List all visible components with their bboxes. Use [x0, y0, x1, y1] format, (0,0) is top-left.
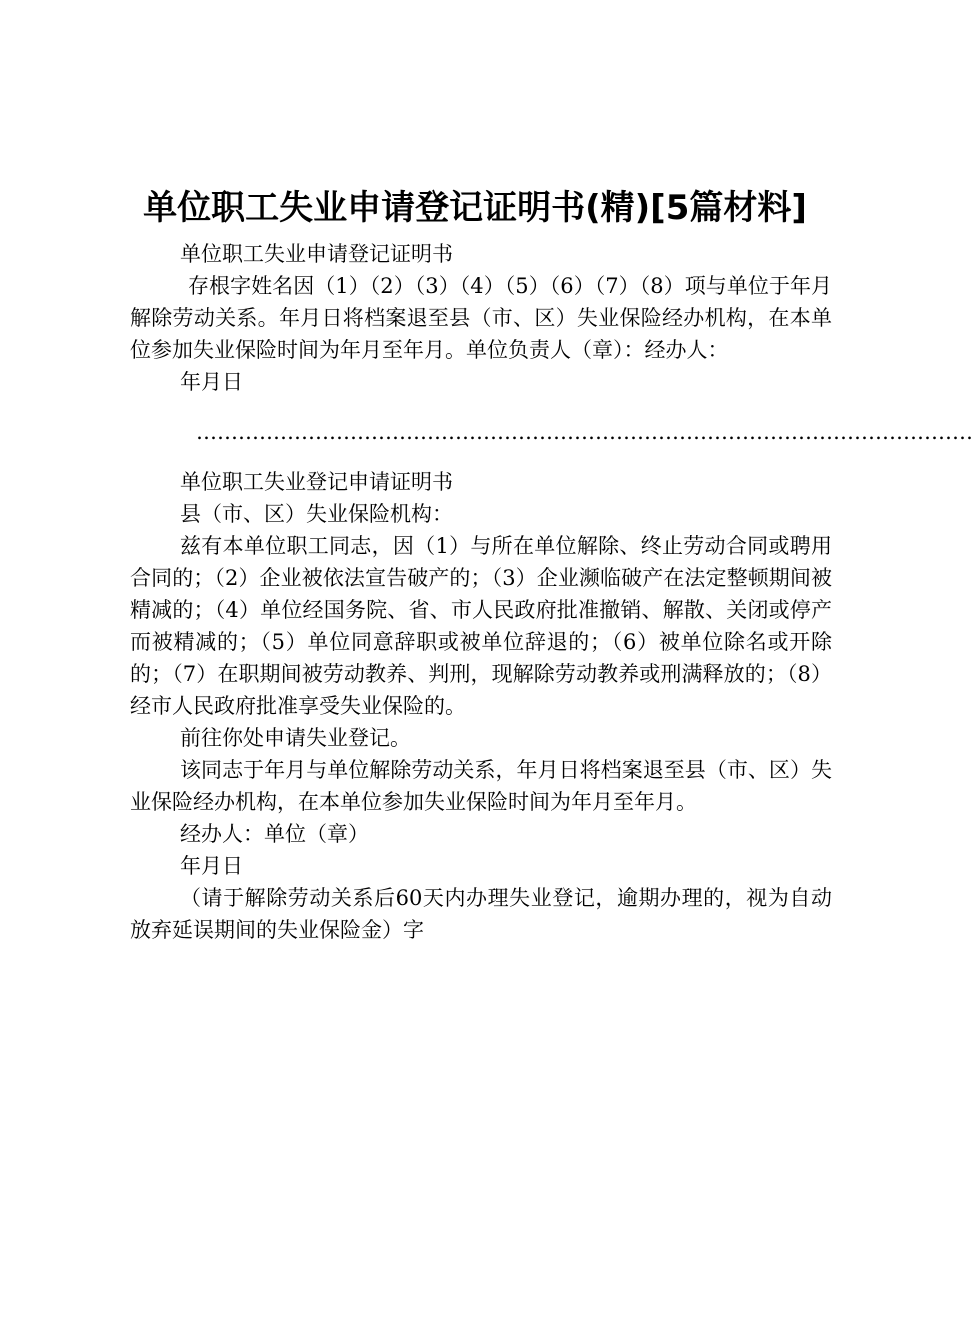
certificate-date: 年月日 [180, 854, 243, 878]
certificate-reasons: 兹有本单位职工同志，因（1）与所在单位解除、终止劳动合同或聘用合同的；（2）企业被依法宣告破产的；（3）企业濒临破产在法定整顿期间被精减的；（4）单位经国务院、省、市人民政府批准撤销、解散、关闭或停产而被精减的；（5）单位同意辞职或被单位辞退的；（6）被单位除名或开除的；（7）在职期间被劳动教养、判刑，现解除劳动教养或刑满释放的；（8）经市人民政府批准享受失业保险的。 [130, 534, 832, 718]
certificate-addressee: 县（市、区）失业保险机构： [180, 502, 453, 526]
certificate-heading: 单位职工失业登记申请证明书 [180, 470, 453, 494]
certificate-relation: 该同志于年月与单位解除劳动关系，年月日将档案退至县（市、区）失业保险经办机构，在本单位参加失业保险时间为年月至年月。 [130, 758, 832, 814]
spacer [130, 448, 832, 466]
spacer [130, 398, 832, 416]
certificate-request: 前往你处申请失业登记。 [180, 726, 411, 750]
stub-heading: 单位职工失业申请登记证明书 [180, 242, 453, 266]
stub-body: 存根字姓名因（1）（2）（3）（4）（5）（6）（7）（8）项与单位于年月解除劳动关系。年月日将档案退至县（市、区）失业保险经办机构，在本单位参加失业保险时间为年月至年月。单位负责人（章）：经办人： [130, 274, 832, 362]
certificate-signature: 经办人：单位（章） [180, 822, 369, 846]
stub-date: 年月日 [180, 370, 243, 394]
document-body [130, 238, 973, 946]
document-title: 单位职工失业申请登记证明书(精)[5篇材料] [143, 188, 807, 228]
certificate-note: （请于解除劳动关系后60天内办理失业登记，逾期办理的，视为自动放弃延误期间的失业保险金）字 [130, 886, 832, 942]
separator-line: ………………………………………………………………………………………………… [196, 420, 973, 444]
